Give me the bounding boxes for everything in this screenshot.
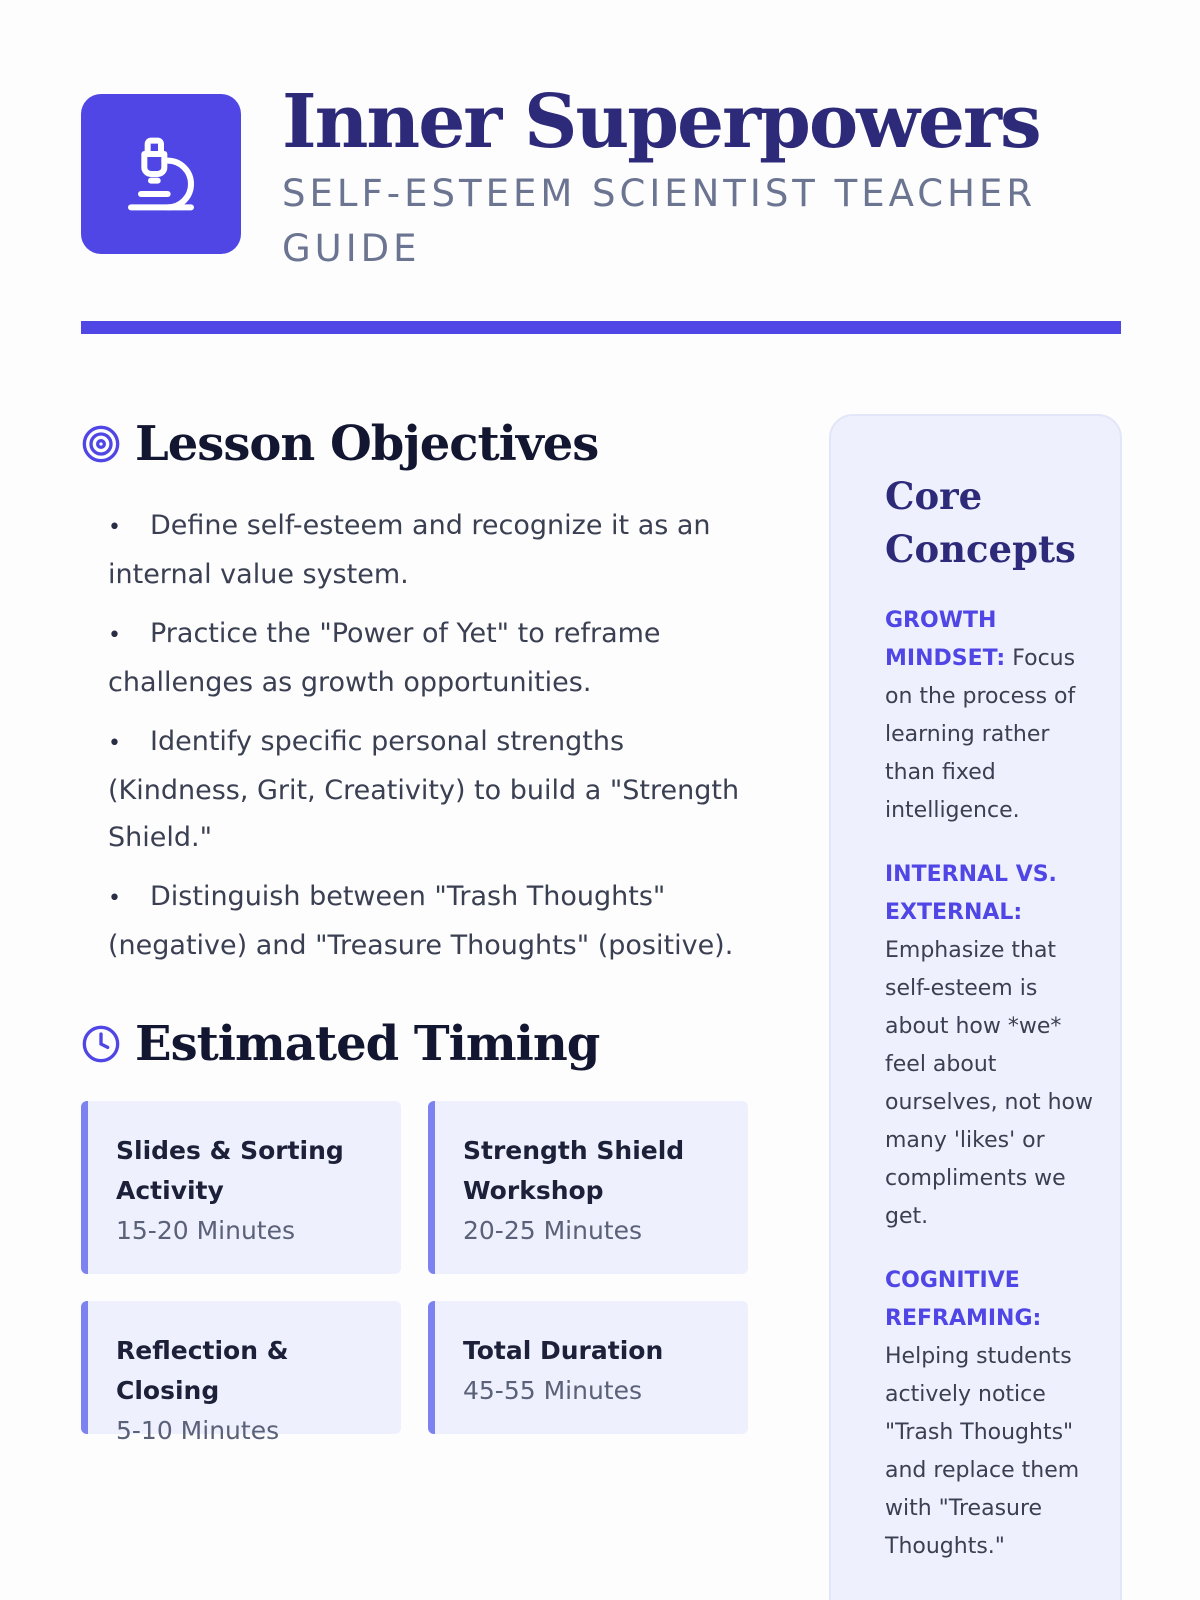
page-title: Inner Superpowers	[282, 79, 1040, 165]
timing-card-duration: 20-25 Minutes	[463, 1216, 643, 1245]
objective-text: Define self-esteem and recognize it as an internal value system.	[108, 510, 711, 590]
core-concepts-sidebar	[829, 414, 1122, 1600]
concept-label: INTERNAL VS. EXTERNAL:	[885, 862, 1057, 925]
header-divider	[81, 321, 1121, 334]
timing-card-name: Reflection & Closing	[116, 1336, 289, 1405]
bullet-mark: •	[108, 515, 121, 540]
clock-icon	[81, 1024, 121, 1064]
bullet-mark: •	[108, 731, 121, 756]
timing-card-total	[428, 1301, 748, 1434]
timing-section-heading	[81, 1016, 599, 1072]
objectives-section-heading	[81, 416, 598, 472]
concept-item	[885, 602, 1094, 830]
objectives-list	[108, 502, 748, 981]
list-item	[108, 610, 748, 706]
timing-card-duration: 5-10 Minutes	[116, 1416, 280, 1445]
concept-item	[885, 856, 1094, 1236]
list-item	[108, 718, 748, 861]
concept-label: COGNITIVE REFRAMING:	[885, 1268, 1042, 1331]
timing-grid	[81, 1101, 748, 1445]
microscope-icon	[121, 134, 201, 214]
concept-item	[885, 1262, 1094, 1566]
timing-card-name: Total Duration	[463, 1336, 664, 1365]
timing-heading: Estimated Timing	[135, 1016, 600, 1072]
timing-card-name: Slides & Sorting Activity	[116, 1136, 344, 1205]
concept-text: Emphasize that self-esteem is about how *we* feel about ourselves, not how many 'likes' or compliments we get.	[885, 938, 1093, 1229]
list-item	[108, 502, 748, 598]
objectives-heading: Lesson Objectives	[135, 416, 599, 472]
timing-card-name: Strength Shield Workshop	[463, 1136, 685, 1205]
timing-card	[81, 1301, 401, 1445]
logo-badge	[81, 94, 241, 254]
timing-card-duration: 15-20 Minutes	[116, 1216, 296, 1245]
bullet-mark: •	[108, 623, 121, 648]
concept-label: GROWTH MINDSET:	[885, 608, 1006, 671]
bullet-mark: •	[108, 886, 121, 911]
concept-text: Focus on the process of learning rather than fixed intelligence.	[885, 646, 1076, 823]
sidebar-heading: Core Concepts	[885, 474, 1076, 571]
objective-text: Practice the "Power of Yet" to reframe challenges as growth opportunities.	[108, 618, 661, 698]
objective-text: Distinguish between "Trash Thoughts" (negative) and "Treasure Thoughts" (positive).	[108, 881, 734, 961]
timing-card-duration: 45-55 Minutes	[463, 1376, 643, 1405]
timing-card	[81, 1101, 401, 1274]
list-item	[108, 873, 748, 969]
target-icon	[81, 424, 121, 464]
concept-text: Helping students actively notice "Trash Thoughts" and replace them with "Treasure Thoughts."	[885, 1344, 1080, 1559]
page-subtitle: SELF-ESTEEM SCIENTIST TEACHER GUIDE	[282, 172, 1037, 270]
objective-text: Identify specific personal strengths (Kindness, Grit, Creativity) to build a "Strength Shield."	[108, 726, 740, 853]
timing-card	[428, 1101, 748, 1274]
